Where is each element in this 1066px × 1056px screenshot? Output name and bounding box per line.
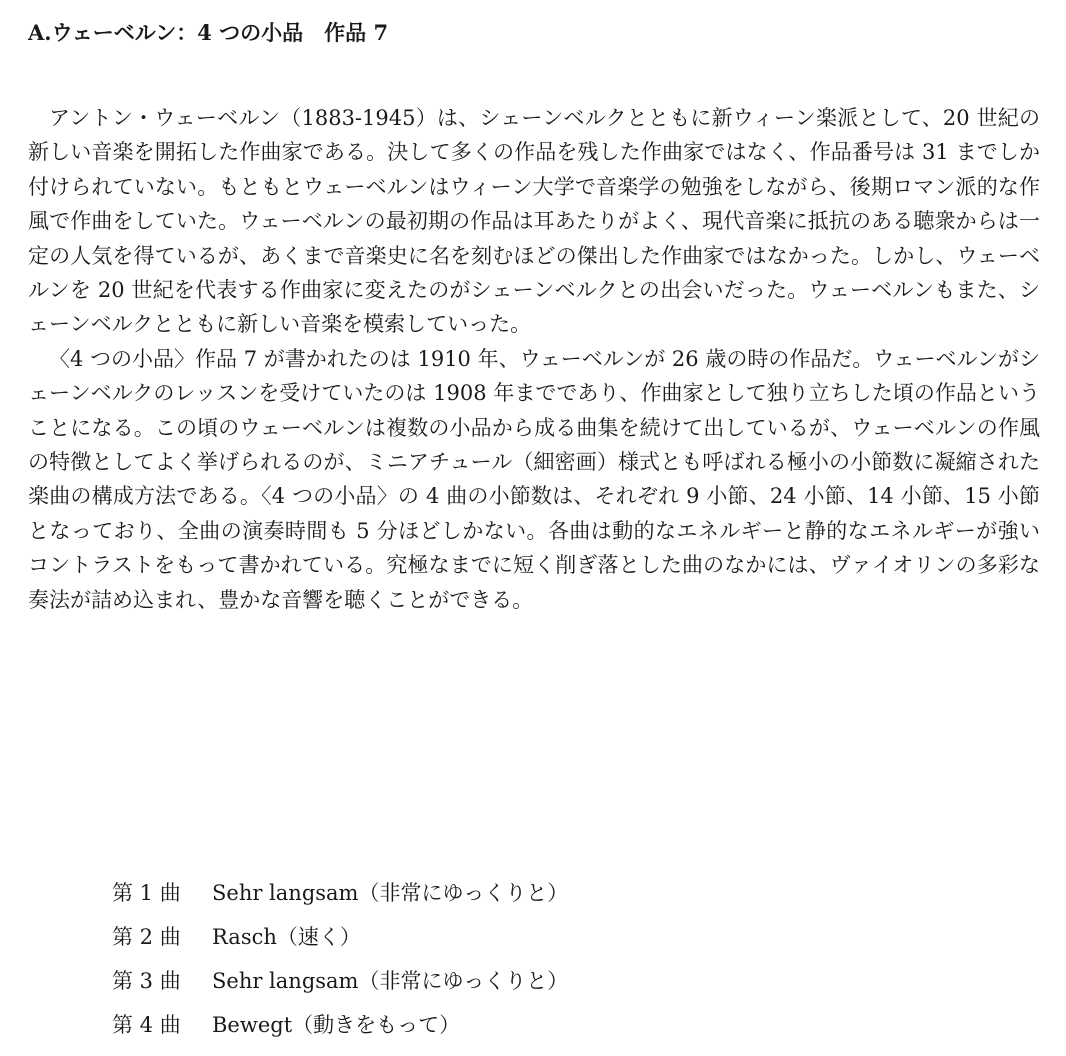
piece-number: 第 2 曲 [112, 925, 181, 949]
page-title: A.ウェーベルン：4 つの小品 作品 7 [28, 20, 389, 45]
paragraph-1: アントン・ウェーベルン（1883-1945）は、シェーンベルクとともに新ウィーン楽派として、20 世紀の新しい音楽を開拓した作曲家である。決して多くの作品を残した作曲家ではなく、作品番号は 31 までしか付けられていない。もともとウェーベルンはウィーン大学で音楽学の勉強をしながら、後期ロマン派的な作風で作曲をしていた。ウェーベルンの最初期の作品は耳あたりがよく、現代音楽に抵抗のある聴衆からは一定の人気を得ているが、あくまで音楽史に名を刻むほどの傑出した作曲家ではなかった。しかし、ウェーベルンを 20 世紀を代表する作曲家に変えたのがシェーンベルクとの出会いだった。ウェーベルンもまた、シェーンベルクとともに新しい音楽を模索していった。 [28, 106, 1040, 337]
piece-number: 第 3 曲 [112, 969, 181, 993]
piece-title: Rasch（速く） [212, 925, 361, 949]
piece-title: Sehr langsam（非常にゆっくりと） [212, 969, 569, 993]
piece-item-4 [112, 1003, 568, 1047]
piece-number: 第 4 曲 [112, 1013, 181, 1037]
piece-item-1 [112, 871, 568, 915]
paragraph-2: 〈4 つの小品〉作品 7 が書かれたのは 1910 年、ウェーベルンが 26 歳の時の作品だ。ウェーベルンがシェーンベルクのレッスンを受けていたのは 1908 年までであり、作曲家として独り立ちした頃の作品ということになる。この頃のウェーベルンは複数の小品から成る曲集を続けて出しているが、ウェーベルンの作風の特徴としてよく挙げられるのが、ミニアチュール（細密画）様式とも呼ばれる極小の小節数に凝縮された楽曲の構成方法である。〈4 つの小品〉の 4 曲の小節数は、それぞれ 9 小節、24 小節、14 小節、15 小節となっており、全曲の演奏時間も 5 分ほどしかない。各曲は動的なエネルギーと静的なエネルギーが強いコントラストをもって書かれている。究極なまでに短く削ぎ落とした曲のなかには、ヴァイオリンの多彩な奏法が詰め込まれ、豊かな音響を聴くことができる。 [28, 346, 1040, 612]
body-text [28, 101, 1040, 617]
piece-item-3 [112, 959, 568, 1003]
piece-title: Sehr langsam（非常にゆっくりと） [212, 881, 569, 905]
piece-title: Bewegt（動きをもって） [212, 1013, 461, 1037]
piece-list [112, 871, 568, 1047]
piece-item-2 [112, 915, 568, 959]
piece-number: 第 1 曲 [112, 881, 181, 905]
